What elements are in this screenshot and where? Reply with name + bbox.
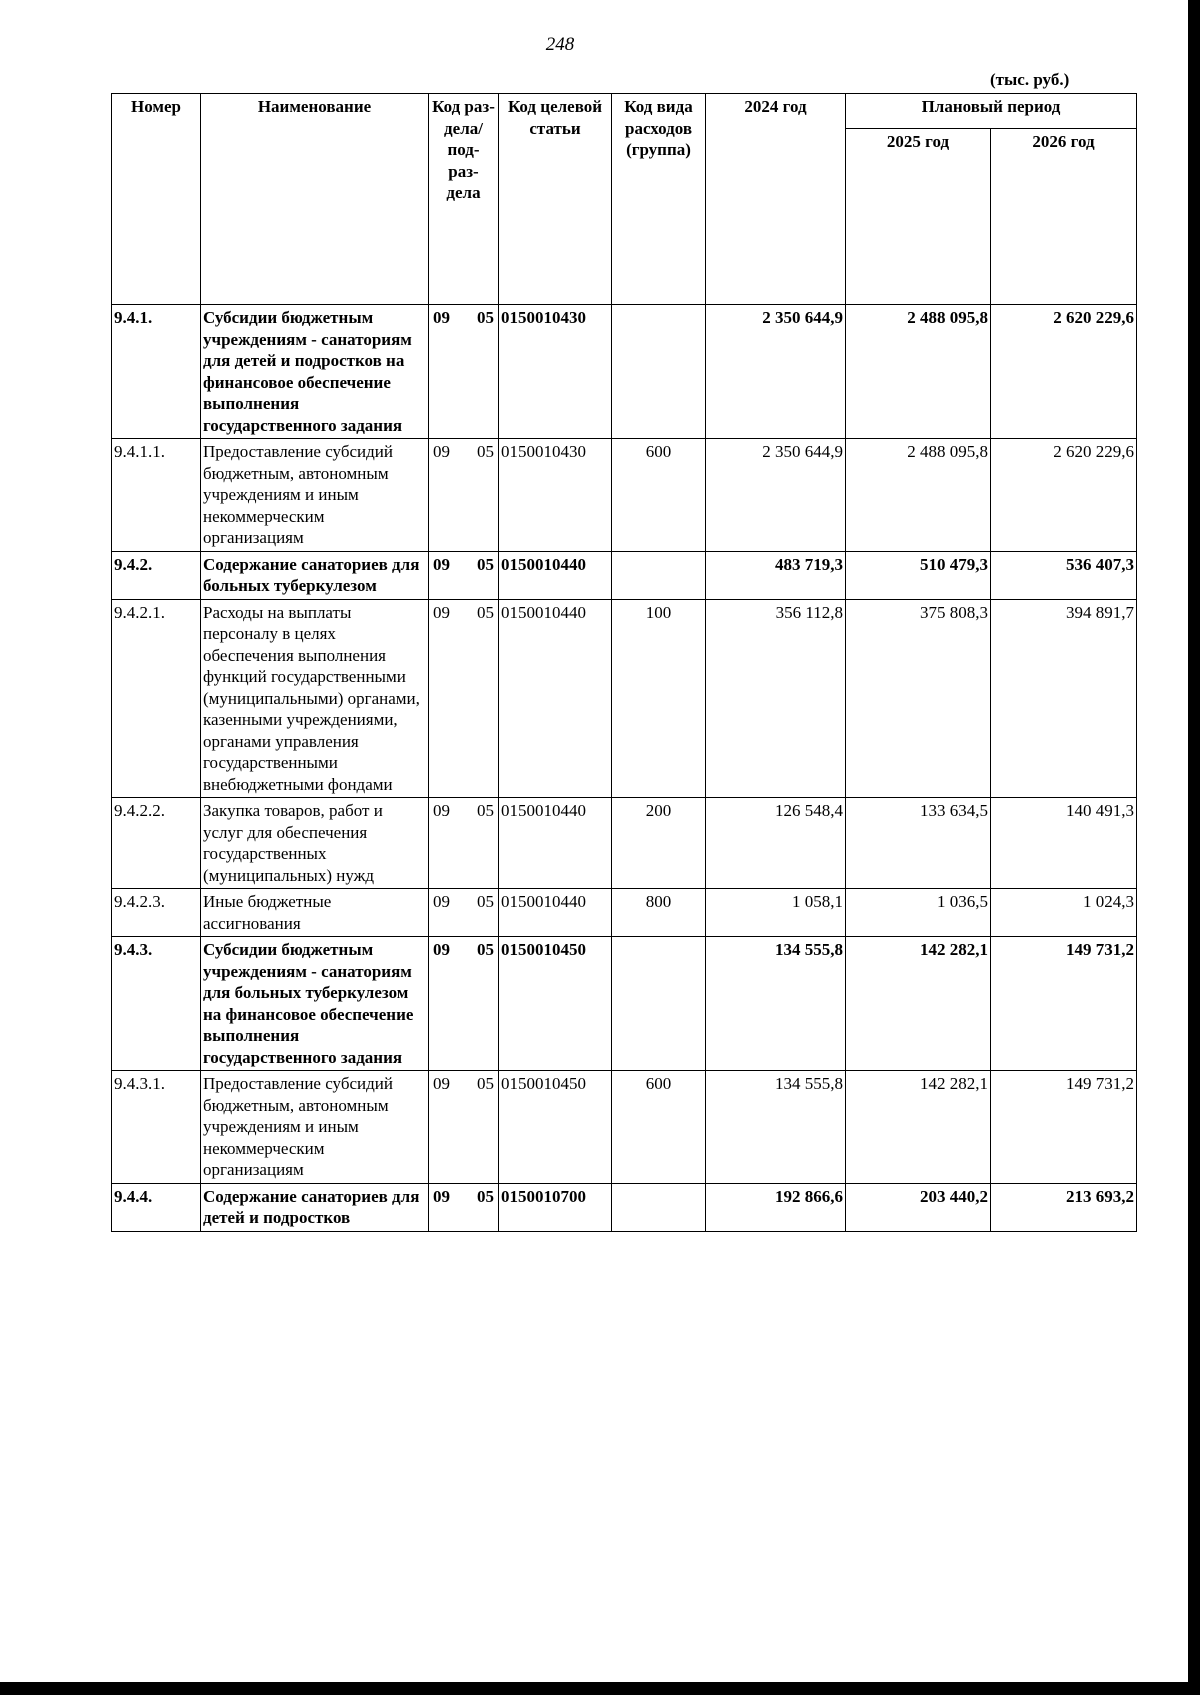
scan-edge-right (1188, 0, 1200, 1695)
row-number: 9.4.1. (112, 305, 201, 439)
row-expense-type: 200 (612, 798, 706, 889)
scan-edge-bottom (0, 1682, 1200, 1695)
row-number: 9.4.3.1. (112, 1071, 201, 1184)
subsection-code: 05 (477, 554, 494, 574)
row-name: Субсидии бюджетным учреждениям - санаториям для больных туберкулезом на финансовое обеспечение выполнения государственного задания (201, 937, 429, 1071)
row-target-code: 0150010440 (499, 599, 612, 798)
row-section-code (429, 889, 499, 937)
header-row (112, 94, 1137, 129)
header-number: Номер (112, 94, 201, 305)
row-number: 9.4.2.1. (112, 599, 201, 798)
row-2025: 375 808,3 (846, 599, 991, 798)
row-section-code (429, 798, 499, 889)
row-target-code: 0150010440 (499, 551, 612, 599)
section-code: 09 (433, 1074, 450, 1093)
table-row (112, 798, 1137, 889)
row-name: Содержание санаториев для больных туберкулезом (201, 551, 429, 599)
section-code: 09 (433, 442, 450, 461)
section-code: 09 (433, 892, 450, 911)
header-2025: 2025 год (846, 129, 991, 305)
row-2024: 483 719,3 (706, 551, 846, 599)
subsection-code: 05 (477, 1074, 494, 1093)
row-number: 9.4.2. (112, 551, 201, 599)
row-2025: 1 036,5 (846, 889, 991, 937)
table-row (112, 439, 1137, 552)
section-code: 09 (433, 602, 450, 622)
row-number: 9.4.4. (112, 1183, 201, 1231)
row-number: 9.4.2.2. (112, 798, 201, 889)
table-row (112, 1071, 1137, 1184)
section-code: 09 (433, 801, 450, 820)
row-expense-type (612, 551, 706, 599)
header-2024: 2024 год (706, 94, 846, 305)
row-2026: 140 491,3 (991, 798, 1137, 889)
row-number: 9.4.2.3. (112, 889, 201, 937)
table-row (112, 889, 1137, 937)
row-name: Субсидии бюджетным учреждениям - санаториям для детей и подростков на финансовое обеспечение выполнения государственного задания (201, 305, 429, 439)
section-code: 09 (433, 940, 450, 959)
row-section-code (429, 305, 499, 439)
row-2025: 510 479,3 (846, 551, 991, 599)
row-expense-type: 800 (612, 889, 706, 937)
row-2024: 134 555,8 (706, 937, 846, 1071)
row-2024: 134 555,8 (706, 1071, 846, 1184)
section-code-pair (431, 891, 496, 913)
section-code-pair (431, 800, 496, 822)
row-target-code: 0150010440 (499, 798, 612, 889)
row-expense-type (612, 305, 706, 439)
row-name: Иные бюджетные ассигнования (201, 889, 429, 937)
page-number: 248 (545, 34, 575, 55)
row-expense-type: 600 (612, 1071, 706, 1184)
row-2025: 133 634,5 (846, 798, 991, 889)
subsection-code: 05 (477, 1186, 494, 1206)
budget-table (111, 93, 1137, 1232)
section-code-pair (431, 307, 496, 329)
row-2025: 142 282,1 (846, 937, 991, 1071)
section-code-pair (431, 1073, 496, 1095)
subsection-code: 05 (477, 940, 494, 959)
row-2024: 126 548,4 (706, 798, 846, 889)
row-2024: 2 350 644,9 (706, 305, 846, 439)
row-expense-type: 100 (612, 599, 706, 798)
row-expense-type (612, 937, 706, 1071)
row-2024: 192 866,6 (706, 1183, 846, 1231)
row-2026: 149 731,2 (991, 937, 1137, 1071)
section-code-pair (431, 554, 496, 576)
subsection-code: 05 (477, 308, 494, 327)
section-code: 09 (433, 1186, 450, 1206)
section-code-pair (431, 939, 496, 961)
table-row (112, 1183, 1137, 1231)
header-section: Код раз- дела/ под- раз- дела (429, 94, 499, 305)
row-2026: 213 693,2 (991, 1183, 1137, 1231)
header-plan-period: Плановый период (846, 94, 1137, 129)
row-target-code: 0150010700 (499, 1183, 612, 1231)
row-number: 9.4.3. (112, 937, 201, 1071)
row-target-code: 0150010450 (499, 937, 612, 1071)
row-expense-type: 600 (612, 439, 706, 552)
subsection-code: 05 (477, 801, 494, 820)
section-code-pair (431, 1186, 496, 1208)
row-section-code (429, 599, 499, 798)
row-section-code (429, 551, 499, 599)
table-row (112, 599, 1137, 798)
row-2025: 203 440,2 (846, 1183, 991, 1231)
section-code-pair (431, 441, 496, 463)
row-2026: 2 620 229,6 (991, 439, 1137, 552)
units-label: (тыс. руб.) (990, 70, 1070, 89)
header-2026: 2026 год (991, 129, 1137, 305)
row-2026: 2 620 229,6 (991, 305, 1137, 439)
row-2025: 2 488 095,8 (846, 305, 991, 439)
row-section-code (429, 937, 499, 1071)
row-name: Предоставление субсидий бюджетным, автономным учреждениям и иным некоммерческим организациям (201, 439, 429, 552)
subsection-code: 05 (477, 442, 494, 461)
row-name: Расходы на выплаты персоналу в целях обеспечения выполнения функций государственными (муниципальными) органами, казенными учреждениями, органами управления государственными внебюджетными фондами (201, 599, 429, 798)
row-section-code (429, 439, 499, 552)
row-target-code: 0150010440 (499, 889, 612, 937)
row-section-code (429, 1071, 499, 1184)
table-row (112, 937, 1137, 1071)
row-2025: 142 282,1 (846, 1071, 991, 1184)
table-row (112, 551, 1137, 599)
section-code-pair (431, 602, 496, 624)
subsection-code: 05 (477, 892, 494, 911)
row-target-code: 0150010430 (499, 439, 612, 552)
header-target: Код целевой статьи (499, 94, 612, 305)
row-2025: 2 488 095,8 (846, 439, 991, 552)
row-number: 9.4.1.1. (112, 439, 201, 552)
subsection-code: 05 (477, 602, 494, 622)
header-name: Наименование (201, 94, 429, 305)
table-body (112, 305, 1137, 1232)
row-2024: 1 058,1 (706, 889, 846, 937)
section-code: 09 (433, 308, 450, 327)
row-2026: 536 407,3 (991, 551, 1137, 599)
row-name: Предоставление субсидий бюджетным, автономным учреждениям и иным некоммерческим организациям (201, 1071, 429, 1184)
row-expense-type (612, 1183, 706, 1231)
row-2026: 1 024,3 (991, 889, 1137, 937)
row-target-code: 0150010450 (499, 1071, 612, 1184)
row-2026: 149 731,2 (991, 1071, 1137, 1184)
row-name: Содержание санаториев для детей и подростков (201, 1183, 429, 1231)
row-name: Закупка товаров, работ и услуг для обеспечения государственных (муниципальных) нужд (201, 798, 429, 889)
row-2024: 2 350 644,9 (706, 439, 846, 552)
section-code: 09 (433, 554, 450, 574)
table-row (112, 305, 1137, 439)
row-target-code: 0150010430 (499, 305, 612, 439)
header-expense-type: Код вида расходов (группа) (612, 94, 706, 305)
row-section-code (429, 1183, 499, 1231)
row-2024: 356 112,8 (706, 599, 846, 798)
row-2026: 394 891,7 (991, 599, 1137, 798)
